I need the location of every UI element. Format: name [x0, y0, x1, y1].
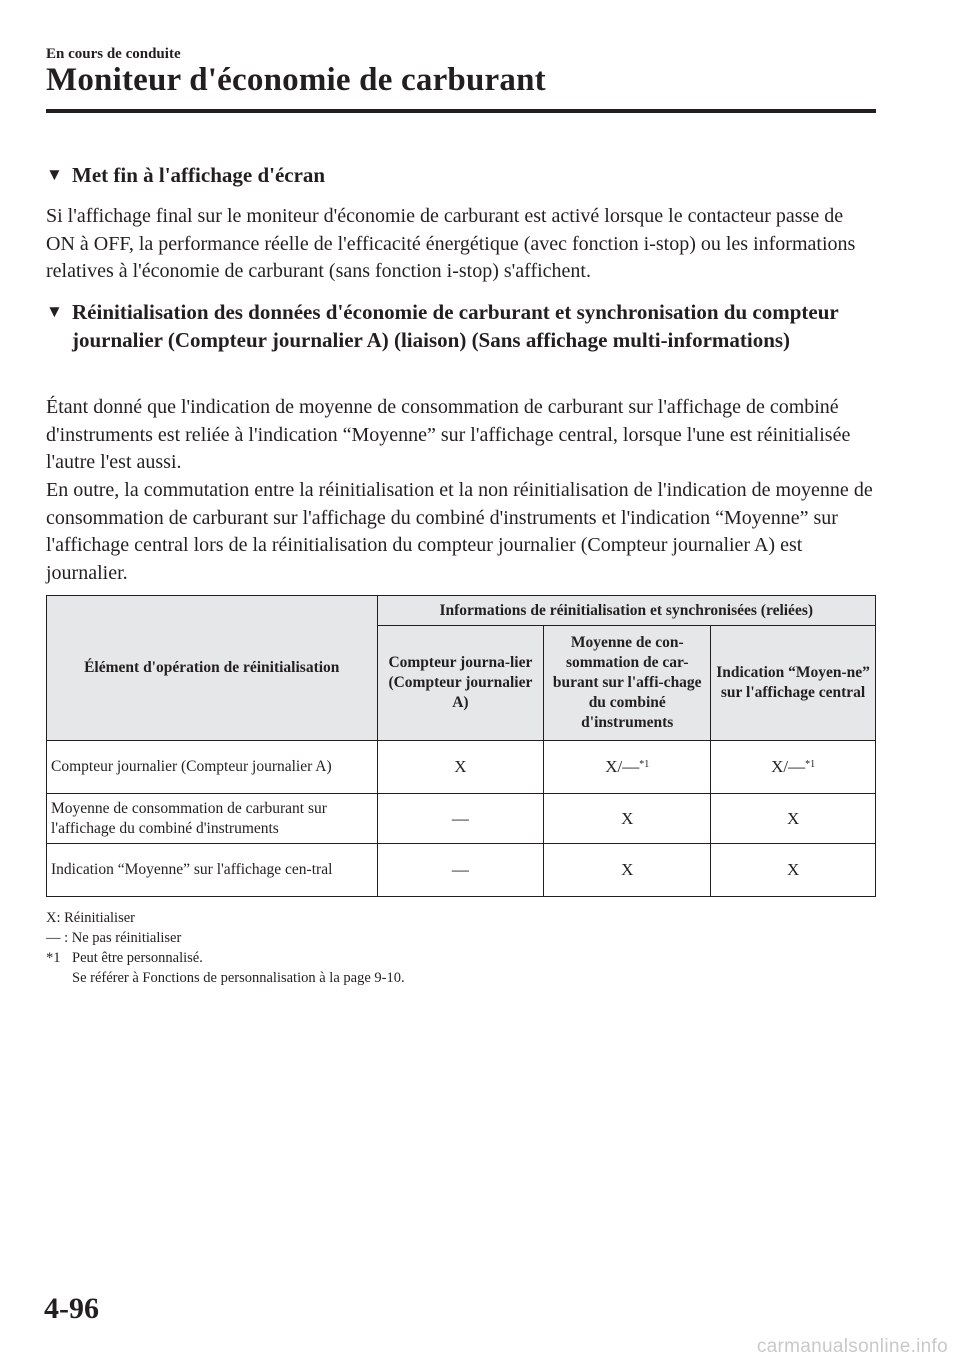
section2-paragraph-1: Étant donné que l'indication de moyenne de consommation de carburant sur l'affichage de combiné d'instruments est reliée à l'indication “Moyenne” sur l'affichage central, lorsque l'une est réinitialisée l'autre l'est aussi.: [46, 396, 851, 473]
table-header-cluster-average: Moyenne de con-sommation de car-burant sur l'affi-chage du combiné d'instruments: [544, 626, 711, 741]
section1-paragraph: Si l'affichage final sur le moniteur d'économie de carburant est activé lorsque le contacteur passe de ON à OFF, la performance réelle de l'efficacité énergétique (avec fonction i-stop) ou les informations relatives à l'économie de carburant (sans fonction i-stop) s'affichent.: [46, 205, 856, 282]
table-notes: [46, 908, 405, 988]
table-row: [47, 844, 876, 897]
section-heading-display-end: [46, 161, 872, 189]
footnote-ref: *1: [805, 759, 816, 770]
table-header-trip-meter: Compteur journa-lier (Compteur journalier A): [377, 626, 544, 741]
footnote-ref: *1: [639, 759, 650, 770]
table-row-label: Moyenne de consommation de carburant sur l'affichage du combiné d'instruments: [47, 794, 378, 844]
table-cell: X: [544, 844, 711, 897]
table-cell: X: [377, 741, 544, 794]
triangle-down-icon: ▼: [46, 302, 63, 321]
section-heading-text: Met fin à l'affichage d'écran: [72, 163, 326, 187]
footnote-mark: *1: [46, 950, 61, 966]
section2-paragraph-2: En outre, la commutation entre la réinitialisation et la non réinitialisation de l'indication de moyenne de consommation de carburant sur l'affichage du combiné d'instruments et l'indication “Moyenne” sur l'affichage central lors de la réinitialisation du compteur journalier (Compteur journalier A) est journalier.: [46, 479, 873, 584]
footnote: [46, 948, 405, 968]
table-cell: X: [711, 794, 876, 844]
table-header-central-average: Indication “Moyen-ne” sur l'affichage central: [711, 626, 876, 741]
table-cell: X/—$^{*1}$: [544, 741, 711, 794]
table-row-label: Compteur journalier (Compteur journalier A): [47, 741, 378, 794]
table-cell: X/—$^{*1}$: [711, 741, 876, 794]
section-heading-reset-sync: [46, 298, 872, 354]
reset-sync-table: [46, 595, 876, 897]
table-row: [47, 741, 876, 794]
section-heading-text: Réinitialisation des données d'économie de carburant et synchronisation du compteur journalier (Compteur journalier A) (liaison) (Sans affichage multi-informations): [72, 300, 839, 352]
footnote-text: Peut être personnalisé.: [72, 950, 203, 966]
table-header-group: Informations de réinitialisation et synchronisées (reliées): [377, 596, 876, 626]
page-title: Moniteur d'économie de carburant: [46, 62, 546, 98]
table-row-label: Indication “Moyenne” sur l'affichage cen-tral: [47, 844, 378, 897]
table-cell: —: [377, 844, 544, 897]
table-cell: X: [711, 844, 876, 897]
note-reset: X: Réinitialiser: [46, 910, 135, 926]
title-rule: [46, 109, 876, 113]
table-row: [47, 794, 876, 844]
note-no-reset: — : Ne pas réinitialiser: [46, 930, 182, 946]
footnote-reference-link: Se référer à Fonctions de personnalisation à la page 9-10.: [72, 970, 405, 986]
chapter-label: En cours de conduite: [46, 46, 181, 62]
table-cell: X: [544, 794, 711, 844]
page-number: 4-96: [44, 1292, 99, 1325]
table-header-operation: Élément d'opération de réinitialisation: [47, 596, 378, 741]
watermark: carmanualsonline.info: [756, 1336, 948, 1357]
table-cell: —: [377, 794, 544, 844]
triangle-down-icon: ▼: [46, 165, 63, 184]
